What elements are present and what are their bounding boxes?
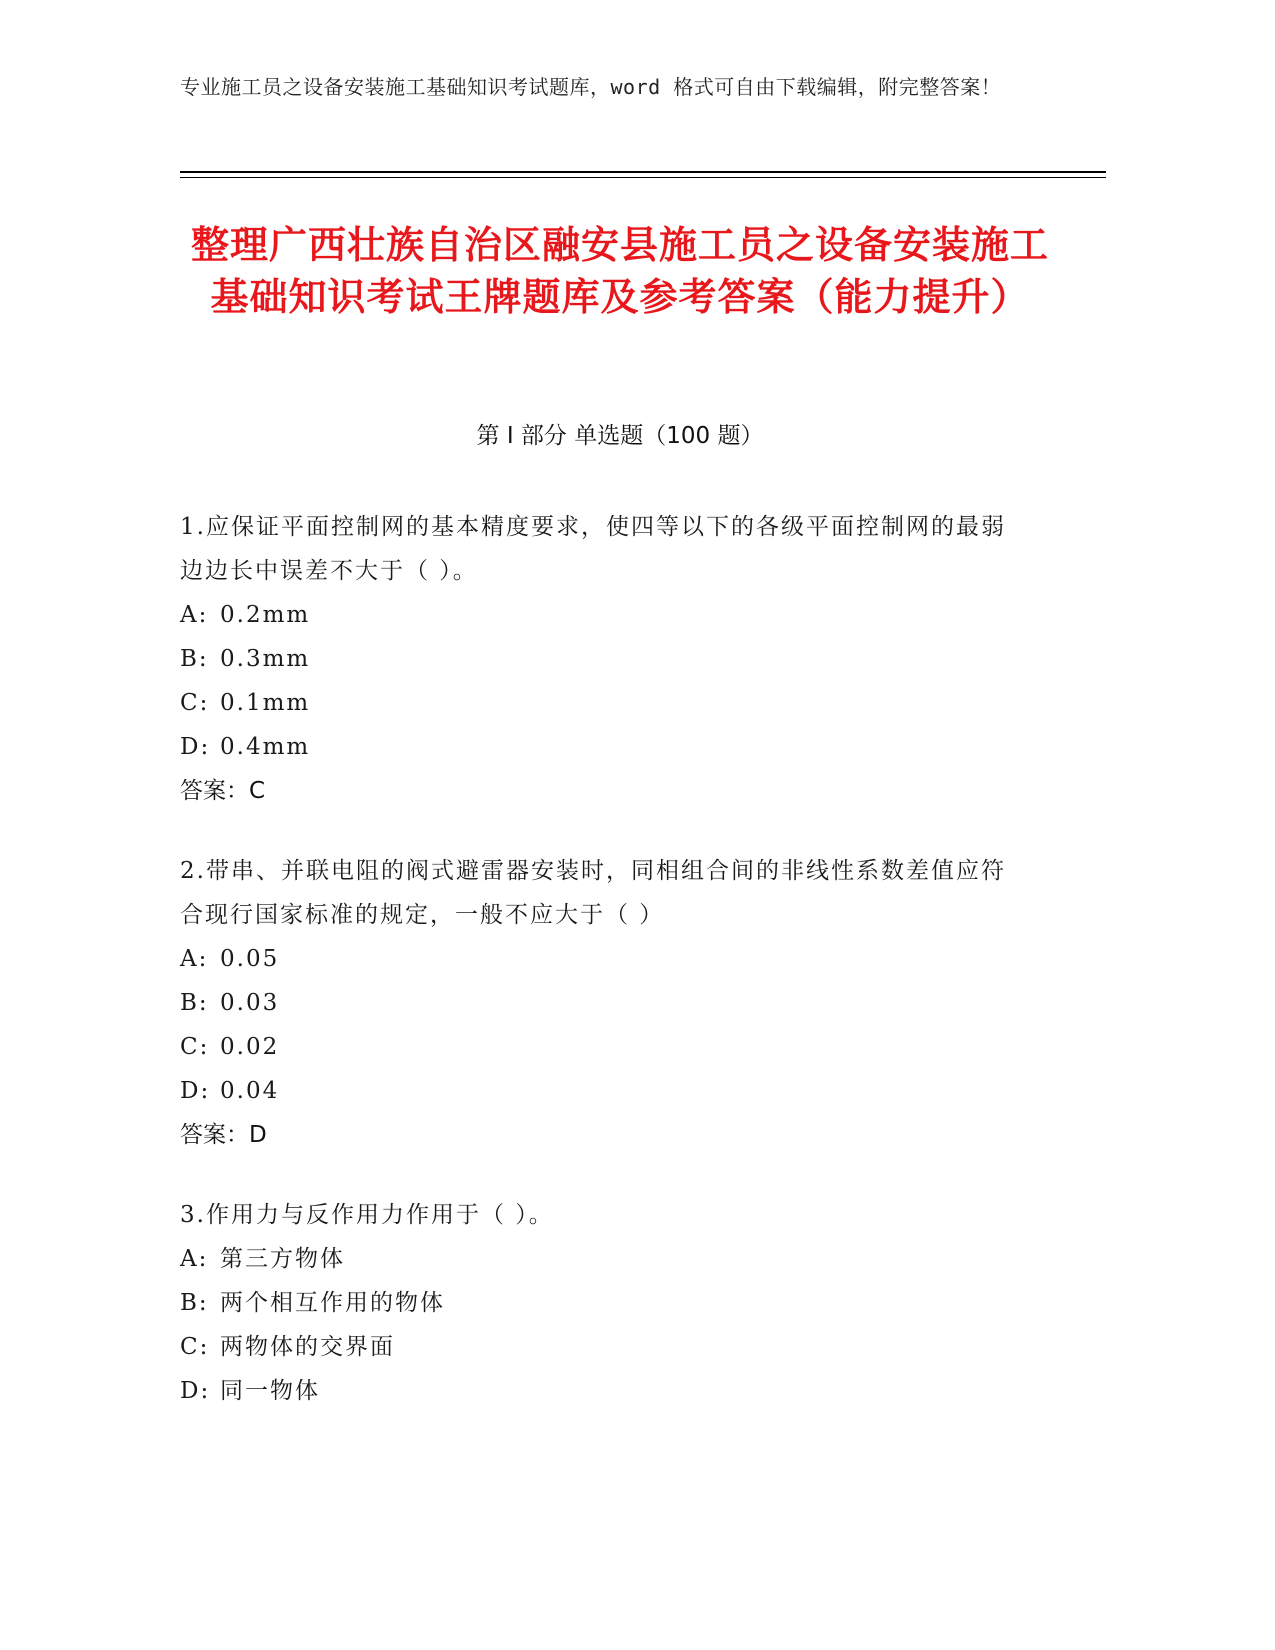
option-a [180, 593, 1030, 637]
option-a [180, 937, 1030, 981]
option-c [180, 1325, 1030, 1369]
header-divider-thick [180, 171, 1106, 173]
option-d [180, 725, 1030, 769]
option-text: 0.2mm [220, 602, 311, 628]
option-d [180, 1369, 1030, 1413]
option-key: B: [180, 990, 209, 1016]
option-key: D: [180, 1078, 211, 1104]
document-title: 整理广西壮族自治区融安县施工员之设备安装施工基础知识考试王牌题库及参考答案（能力提升） [190, 223, 1049, 319]
question-stem: 2.带串、并联电阻的阀式避雷器安装时，同相组合间的非线性系数差值应符合现行国家标准的规定，一般不应大于（ ） [180, 858, 1006, 928]
option-c [180, 1025, 1030, 1069]
option-b [180, 1281, 1030, 1325]
answer-line: 答案：C [180, 778, 266, 804]
header-note: 专业施工员之设备安装施工基础知识考试题库，word 格式可自由下载编辑，附完整答案！ [180, 75, 1002, 99]
option-key: C: [180, 1334, 210, 1360]
option-key: A: [180, 1246, 209, 1272]
option-text: 同一物体 [220, 1378, 320, 1404]
option-key: A: [180, 946, 209, 972]
section-title: 第 I 部分 单选题（100 题） [476, 423, 764, 449]
option-a [180, 1237, 1030, 1281]
question-3 [180, 1193, 1030, 1413]
option-d [180, 1069, 1030, 1113]
option-text: 0.03 [220, 990, 280, 1016]
option-b [180, 981, 1030, 1025]
option-key: D: [180, 734, 211, 760]
option-text: 0.04 [220, 1078, 280, 1104]
question-1 [180, 505, 1030, 813]
option-key: C: [180, 690, 210, 716]
question-2 [180, 849, 1030, 1157]
question-list [180, 505, 1030, 1449]
option-text: 0.02 [220, 1034, 280, 1060]
option-text: 0.3mm [220, 646, 311, 672]
question-stem: 1.应保证平面控制网的基本精度要求，使四等以下的各级平面控制网的最弱边边长中误差不大于（ ）。 [180, 514, 1006, 584]
option-text: 第三方物体 [220, 1246, 345, 1272]
option-key: B: [180, 646, 209, 672]
option-key: A: [180, 602, 209, 628]
question-stem: 3.作用力与反作用力作用于（ ）。 [180, 1202, 554, 1228]
option-text: 0.4mm [220, 734, 311, 760]
option-key: C: [180, 1034, 210, 1060]
option-text: 0.1mm [220, 690, 311, 716]
option-text: 两物体的交界面 [220, 1334, 395, 1360]
option-text: 两个相互作用的物体 [220, 1290, 445, 1316]
option-key: B: [180, 1290, 209, 1316]
header-divider-thin [180, 177, 1106, 178]
option-text: 0.05 [220, 946, 280, 972]
option-key: D: [180, 1378, 211, 1404]
option-b [180, 637, 1030, 681]
option-c [180, 681, 1030, 725]
answer-line: 答案：D [180, 1122, 267, 1148]
